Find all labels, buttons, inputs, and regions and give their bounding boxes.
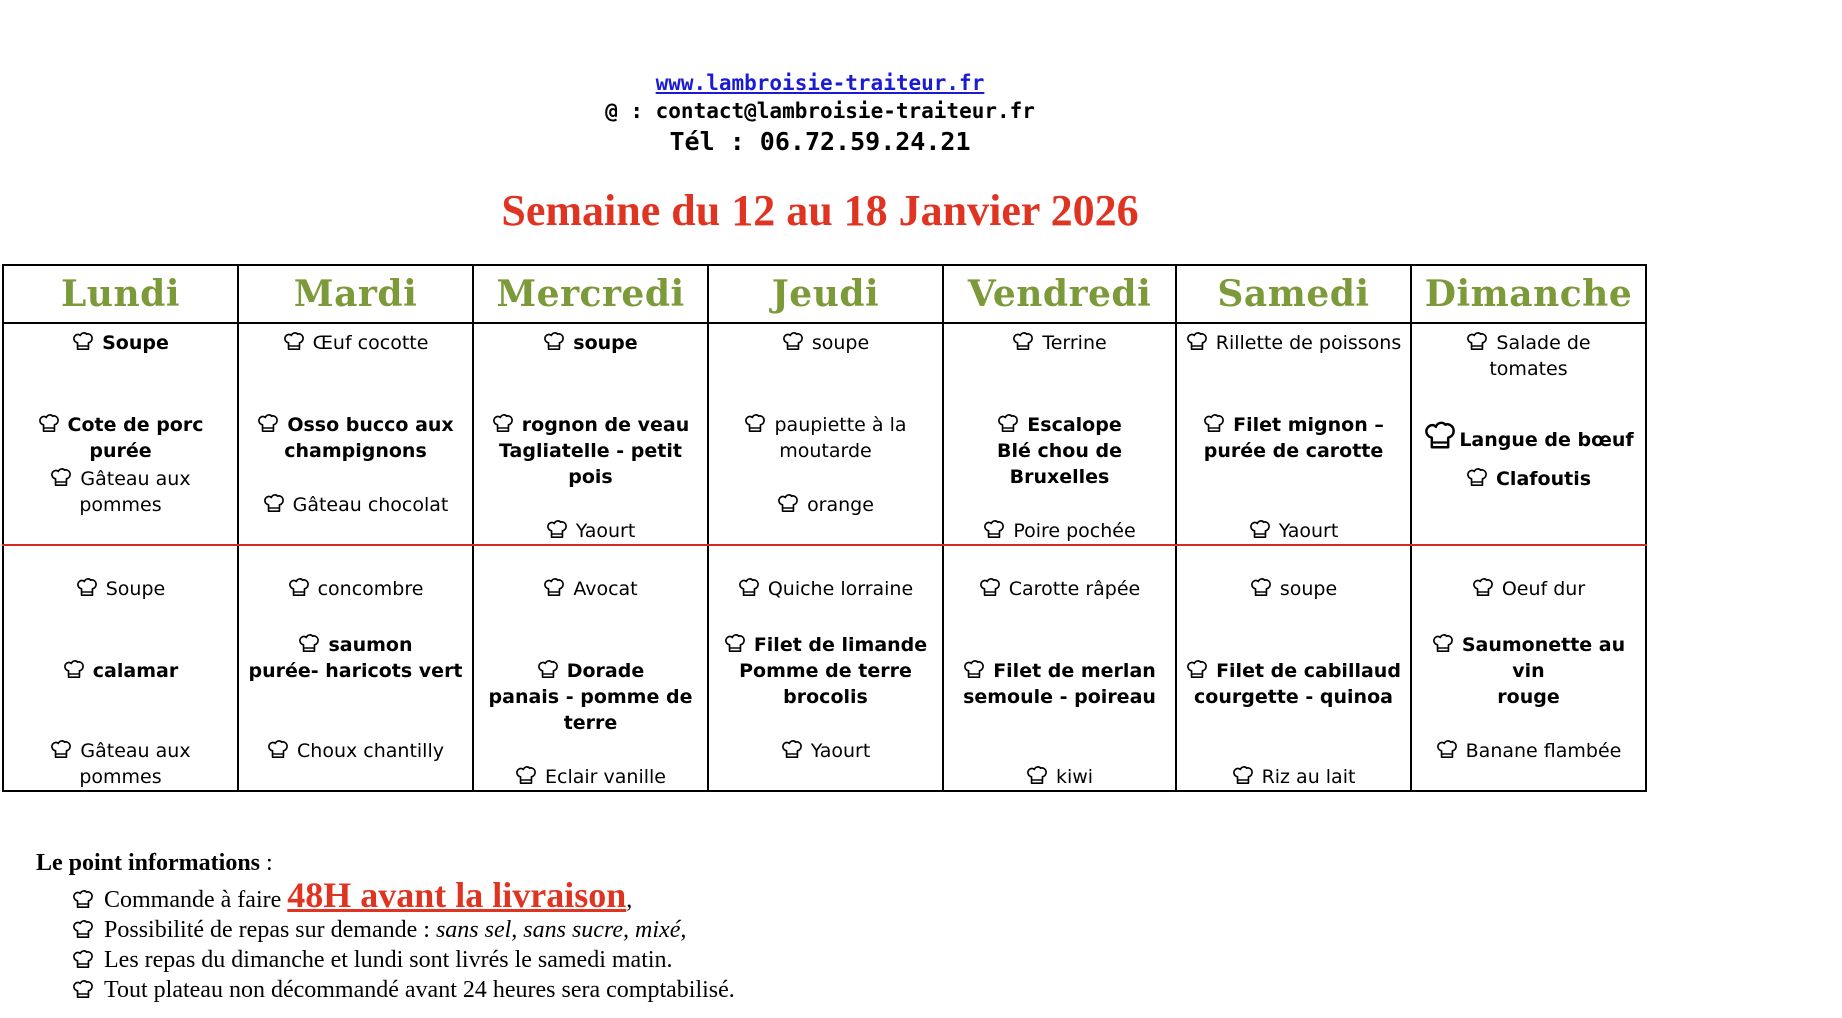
chef-hat-icon bbox=[298, 633, 320, 653]
chef-hat-icon bbox=[1203, 413, 1225, 433]
chef-hat-icon bbox=[72, 949, 94, 969]
info-heading bbox=[36, 850, 273, 877]
lunch-dish-starter: Salade de tomates bbox=[1412, 330, 1645, 382]
chef-hat-icon bbox=[72, 919, 94, 939]
lunch-cell-mercredi bbox=[473, 323, 708, 545]
dinner-cell-vendredi bbox=[943, 545, 1176, 791]
dinner-dish-dessert: Choux chantilly bbox=[239, 738, 472, 764]
chef-hat-icon bbox=[257, 413, 279, 433]
dinner-cell-lundi bbox=[3, 545, 238, 791]
chef-hat-icon bbox=[72, 889, 94, 909]
lunch-dish-starter: Rillette de poissons bbox=[1177, 330, 1410, 356]
chef-hat-icon bbox=[1432, 633, 1454, 653]
order-deadline-highlight: 48H avant la livraison bbox=[287, 875, 627, 915]
phone-line: Tél : 06.72.59.24.21 bbox=[669, 127, 971, 156]
lunch-cell-mardi bbox=[238, 323, 473, 545]
chef-hat-icon bbox=[288, 577, 310, 597]
dinner-dish-dessert: Gâteau aux pommes bbox=[4, 738, 237, 790]
chef-hat-icon bbox=[963, 659, 985, 679]
info-title-suffix: : bbox=[260, 850, 273, 876]
lunch-dish-dessert: Clafoutis bbox=[1412, 466, 1645, 492]
chef-hat-icon bbox=[537, 659, 559, 679]
lunch-row bbox=[3, 323, 1646, 545]
chef-hat-icon bbox=[546, 519, 568, 539]
chef-hat-icon bbox=[1466, 331, 1488, 351]
lunch-dish-dessert: Poire pochée bbox=[944, 518, 1175, 544]
dinner-dish-main: Filet de cabillaud courgette - quinoa bbox=[1177, 658, 1410, 710]
dinner-dish-dessert: Riz au lait bbox=[1177, 764, 1410, 790]
chef-hat-icon bbox=[1012, 331, 1034, 351]
chef-hat-icon bbox=[1466, 467, 1488, 487]
lunch-dish-main: Escalope Blé chou de Bruxelles bbox=[997, 414, 1122, 488]
dinner-dish-starter: Quiche lorraine bbox=[709, 576, 942, 602]
day-header-jeudi: Jeudi bbox=[708, 265, 943, 323]
dinner-cell-jeudi bbox=[708, 545, 943, 791]
day-header-samedi: Samedi bbox=[1176, 265, 1411, 323]
chef-hat-icon bbox=[979, 577, 1001, 597]
lunch-dish-main: Osso bucco aux champignons bbox=[239, 412, 472, 464]
lunch-cell-samedi bbox=[1176, 323, 1411, 545]
dinner-dish-dessert: Eclair vanille bbox=[474, 764, 707, 790]
info-item-order-deadline: Commande à faire 48H avant la livraison, bbox=[72, 880, 735, 915]
dinner-dish-dessert: kiwi bbox=[944, 764, 1175, 790]
chef-hat-icon bbox=[782, 331, 804, 351]
dinner-cell-mercredi bbox=[473, 545, 708, 791]
chef-hat-icon bbox=[72, 979, 94, 999]
dinner-dish-main: Saumonette au vin rouge bbox=[1412, 632, 1645, 710]
dinner-dish-main: Filet de merlan semoule - poireau bbox=[963, 660, 1156, 708]
chef-hat-icon bbox=[283, 331, 305, 351]
dinner-dish-starter: concombre bbox=[239, 576, 472, 602]
chef-hat-icon bbox=[38, 413, 60, 433]
lunch-dish-main: Langue de bœuf bbox=[1412, 420, 1645, 453]
lunch-dish-starter: soupe bbox=[709, 330, 942, 356]
email-line: @ : contact@lambroisie-traiteur.fr bbox=[605, 99, 1035, 123]
chef-hat-icon bbox=[76, 577, 98, 597]
dinner-dish-main: Dorade panais - pomme de terre bbox=[488, 660, 693, 734]
info-list bbox=[72, 875, 735, 1005]
dinner-dish-main: calamar bbox=[4, 658, 237, 684]
dinner-cell-dimanche bbox=[1411, 545, 1646, 791]
chef-hat-icon bbox=[744, 413, 766, 433]
lunch-dish-dessert: orange bbox=[709, 492, 942, 518]
chef-hat-icon bbox=[1249, 519, 1271, 539]
lunch-dish-dessert: Gâteau aux pommes bbox=[4, 466, 237, 518]
lunch-cell-lundi bbox=[3, 323, 238, 545]
lunch-dish-starter: Terrine bbox=[944, 330, 1175, 356]
chef-hat-icon bbox=[997, 413, 1019, 433]
chef-hat-icon bbox=[1026, 765, 1048, 785]
day-header-mardi: Mardi bbox=[238, 265, 473, 323]
chef-hat-icon bbox=[50, 739, 72, 759]
day-header-lundi: Lundi bbox=[3, 265, 238, 323]
lunch-dish-main: rognon de veau Tagliatelle - petit pois bbox=[474, 412, 707, 490]
chef-hat-icon bbox=[267, 739, 289, 759]
dinner-dish-main: Filet de limande Pomme de terre brocolis bbox=[709, 632, 942, 710]
week-title: Semaine du 12 au 18 Janvier 2026 bbox=[501, 186, 1139, 235]
dinner-cell-samedi bbox=[1176, 545, 1411, 791]
chef-hat-icon bbox=[1423, 420, 1457, 450]
lunch-cell-jeudi bbox=[708, 323, 943, 545]
info-title: Le point informations bbox=[36, 850, 261, 876]
chef-hat-icon bbox=[72, 331, 94, 351]
lunch-dish-starter: soupe bbox=[474, 330, 707, 356]
lunch-cell-dimanche bbox=[1411, 323, 1646, 545]
day-header-vendredi: Vendredi bbox=[943, 265, 1176, 323]
chef-hat-icon bbox=[543, 331, 565, 351]
chef-hat-icon bbox=[781, 739, 803, 759]
dinner-cell-mardi bbox=[238, 545, 473, 791]
dinner-dish-main: saumon purée- haricots vert bbox=[248, 634, 463, 682]
chef-hat-icon bbox=[543, 577, 565, 597]
dinner-dish-dessert: Yaourt bbox=[709, 738, 942, 764]
info-item-special-meals: Possibilité de repas sur demande : sans sel, sans sucre, mixé, bbox=[72, 915, 735, 945]
lunch-dish-starter: Œuf cocotte bbox=[239, 330, 472, 356]
website-link[interactable]: www.lambroisie-traiteur.fr bbox=[655, 71, 985, 95]
lunch-dish-main: Filet mignon – purée de carotte bbox=[1203, 414, 1384, 462]
day-header-mercredi: Mercredi bbox=[473, 265, 708, 323]
chef-hat-icon bbox=[1186, 331, 1208, 351]
chef-hat-icon bbox=[515, 765, 537, 785]
chef-hat-icon bbox=[63, 659, 85, 679]
chef-hat-icon bbox=[777, 493, 799, 513]
info-item-delivery: Les repas du dimanche et lundi sont livrés le samedi matin. bbox=[72, 945, 735, 975]
dinner-dish-starter: Soupe bbox=[4, 576, 237, 602]
info-item-cancellation: Tout plateau non décommandé avant 24 heures sera comptabilisé. bbox=[72, 975, 735, 1005]
chef-hat-icon bbox=[1186, 659, 1208, 679]
dinner-dish-dessert: Banane flambée bbox=[1412, 738, 1645, 764]
lunch-dish-dessert: Yaourt bbox=[474, 518, 707, 544]
chef-hat-icon bbox=[724, 633, 746, 653]
lunch-dish-starter: Soupe bbox=[4, 330, 237, 356]
chef-hat-icon bbox=[1472, 577, 1494, 597]
weekly-menu-table bbox=[2, 264, 1647, 792]
dinner-dish-starter: Oeuf dur bbox=[1412, 576, 1645, 602]
chef-hat-icon bbox=[50, 467, 72, 487]
dinner-dish-starter: soupe bbox=[1177, 576, 1410, 602]
chef-hat-icon bbox=[738, 577, 760, 597]
dinner-row bbox=[3, 545, 1646, 791]
chef-hat-icon bbox=[263, 493, 285, 513]
lunch-dish-main: Cote de porc purée bbox=[4, 412, 237, 464]
lunch-cell-vendredi bbox=[943, 323, 1176, 545]
chef-hat-icon bbox=[983, 519, 1005, 539]
lunch-dish-main: paupiette à la moutarde bbox=[709, 412, 942, 464]
dinner-dish-starter: Avocat bbox=[474, 576, 707, 602]
chef-hat-icon bbox=[1436, 739, 1458, 759]
chef-hat-icon bbox=[1232, 765, 1254, 785]
day-header-row bbox=[3, 265, 1646, 323]
chef-hat-icon bbox=[492, 413, 514, 433]
day-header-dimanche: Dimanche bbox=[1411, 265, 1646, 323]
lunch-dish-dessert: Gâteau chocolat bbox=[239, 492, 472, 518]
lunch-dish-dessert: Yaourt bbox=[1177, 518, 1410, 544]
chef-hat-icon bbox=[1250, 577, 1272, 597]
dinner-dish-starter: Carotte râpée bbox=[944, 576, 1175, 602]
